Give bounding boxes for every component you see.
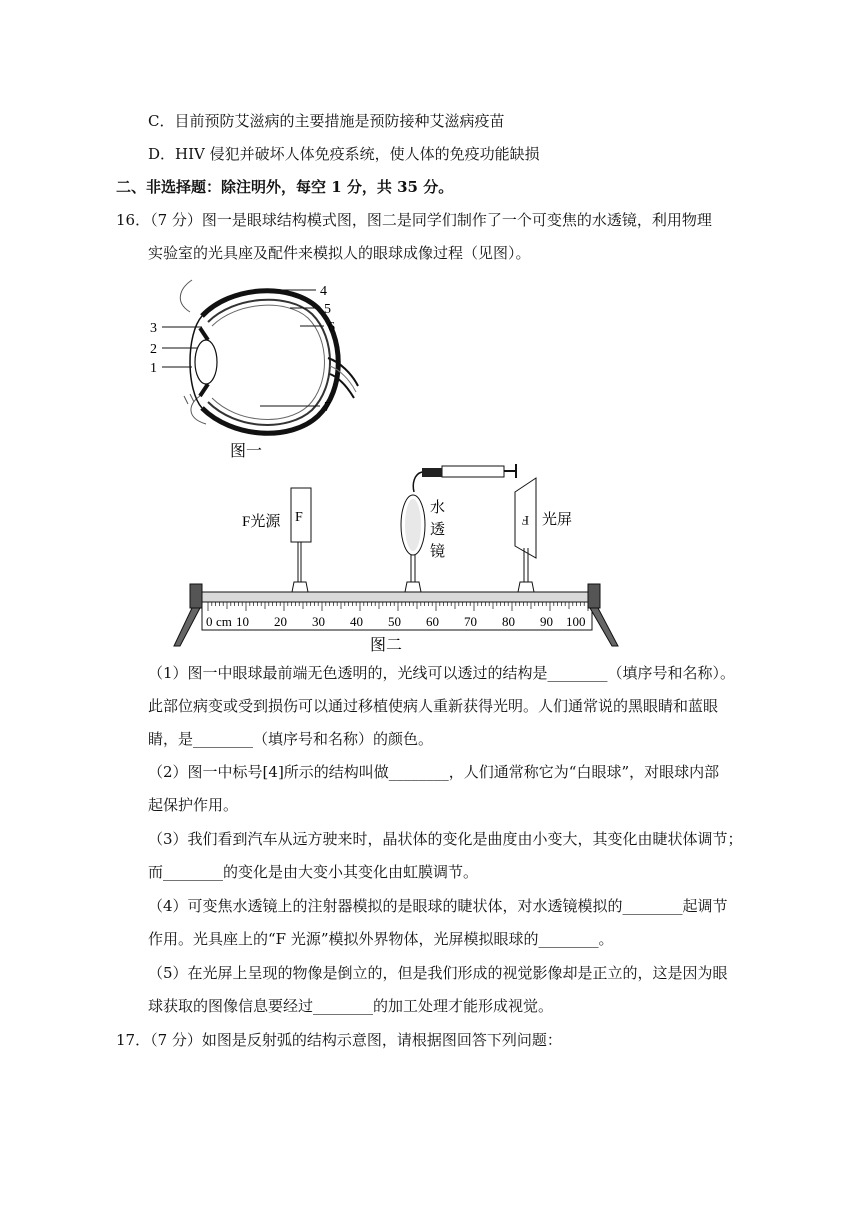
q16-part1-line2: 此部位病变或受到损伤可以通过移植使病人重新获得光明。人们通常说的黑眼睛和蓝眼 — [148, 697, 719, 715]
eye-structure-figure — [140, 278, 360, 463]
screen-letter: F — [521, 513, 529, 528]
q16-part4-line1: （4）可变焦水透镜上的注射器模拟的是眼球的睫状体，对水透镜模拟的________起调节 — [148, 897, 728, 915]
q16-stem-line2: 实验室的光具座及配件来模拟人的眼球成像过程（见图）。 — [148, 244, 531, 262]
tick-label-90: 90 — [540, 614, 553, 629]
upper-eyelid — [180, 280, 192, 312]
bench-rail — [190, 592, 592, 602]
q16-part3-line2: 而________的变化是由大变小其变化由虹膜调节。 — [148, 863, 479, 881]
label-3: 3 — [150, 321, 157, 336]
syringe — [413, 464, 516, 492]
label-6: 6 — [328, 320, 335, 335]
label-4: 4 — [320, 284, 327, 299]
tick-label-50: 50 — [388, 614, 401, 629]
tick-label-0: 0 — [206, 614, 213, 629]
tick-label-70: 70 — [464, 614, 477, 629]
q16-part2-line1: （2）图一中标号[4]所示的结构叫做________，人们通常称它为“白眼球”，对眼球内部 — [148, 763, 720, 781]
fig1-caption: 图一 — [230, 443, 263, 460]
right-end-block — [588, 584, 600, 608]
tick-label-100: 100 — [566, 614, 586, 629]
option-d: D．HIV 侵犯并破坏人体免疫系统，使人体的免疫功能缺损 — [148, 145, 540, 163]
lens-label-2: 透 — [430, 522, 446, 538]
label-2: 2 — [150, 342, 157, 357]
tick-label-40: 40 — [350, 614, 363, 629]
tick-label-20: 20 — [274, 614, 287, 629]
screen-carrier — [518, 582, 534, 592]
q16-part2-line2: 起保护作用。 — [148, 796, 239, 814]
left-end-block — [190, 584, 202, 608]
eyelashes — [184, 394, 194, 404]
option-c: C．目前预防艾滋病的主要措施是预防接种艾滋病疫苗 — [148, 112, 505, 130]
optical-bench-figure — [170, 462, 630, 657]
ruler-unit: cm — [216, 614, 232, 629]
tick-label-30: 30 — [312, 614, 325, 629]
tick-label-10: 10 — [236, 614, 249, 629]
light-source-label: F光源 — [242, 514, 281, 530]
label-1: 1 — [150, 361, 157, 376]
fig2-caption: 图二 — [370, 637, 403, 654]
tick-label-60: 60 — [426, 614, 439, 629]
source-letter: F — [295, 510, 303, 525]
right-leg — [590, 608, 618, 646]
q16-part4-line2: 作用。光具座上的“F 光源”模拟外界物体，光屏模拟眼球的________。 — [148, 930, 614, 948]
q16-part3-line1: （3）我们看到汽车从远方驶来时，晶状体的变化是曲度由小变大，其变化由睫状体调节； — [148, 830, 743, 848]
q17-stem: 17．（7 分）如图是反射弧的结构示意图，请根据图回答下列问题： — [116, 1031, 562, 1049]
label-5: 5 — [324, 302, 331, 317]
tick-label-80: 80 — [502, 614, 515, 629]
retina — [212, 305, 325, 419]
screen-label: 光屏 — [542, 512, 573, 528]
label-7: 7 — [324, 400, 331, 415]
lens-label-1: 水 — [430, 500, 446, 516]
q16-stem-line1: 16．（7 分）图一是眼球结构模式图，图二是同学们制作了一个可变焦的水透镜，利用物理 — [116, 211, 712, 229]
lens-carrier — [405, 582, 421, 592]
q16-part5-line1: （5）在光屏上呈现的物像是倒立的，但是我们形成的视觉影像却是正立的，这是因为眼 — [148, 964, 728, 982]
left-leg — [174, 608, 200, 646]
section-heading: 二、非选择题：除注明外，每空 1 分，共 35 分。 — [116, 178, 454, 196]
source-carrier — [292, 582, 308, 592]
q16-part5-line2: 球获取的图像信息要经过________的加工处理才能形成视觉。 — [148, 997, 554, 1015]
q16-part1-line1: （1）图一中眼球最前端无色透明的，光线可以透过的结构是________（填序号和名称）。 — [148, 664, 736, 682]
lens — [195, 340, 217, 384]
lens-label-3: 镜 — [430, 544, 446, 560]
q16-part1-line3: 睛，是________（填序号和名称）的颜色。 — [148, 730, 434, 748]
